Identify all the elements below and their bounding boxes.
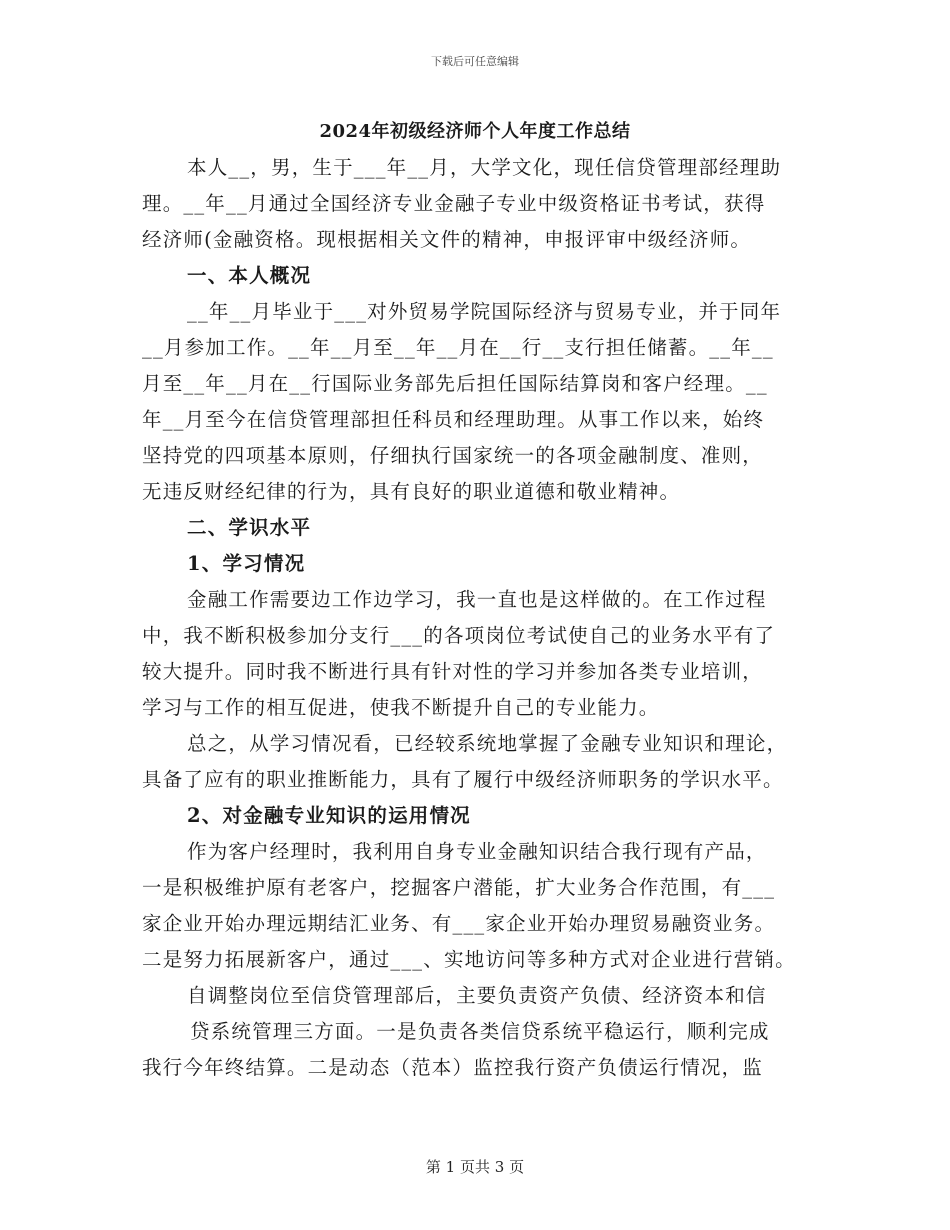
paragraph-line: 理。__年__月通过全国经济专业金融子专业中级资格证书考试，获得 [142,192,766,215]
paragraph-line: 无违反财经纪律的行为，具有良好的职业道德和敬业精神。 [142,480,681,503]
paragraph-line: 家企业开始办理远期结汇业务、有___家企业开始办理贸易融资业务。 [142,912,776,935]
section-heading: 二、学识水平 [187,516,312,539]
paragraph-line: 二是努力拓展新客户，通过___、实地访问等多种方式对企业进行营销。 [142,948,796,971]
paragraph-line: 总之，从学习情况看，已经较系统地掌握了金融专业知识和理论， [187,732,788,755]
paragraph-line: 自调整岗位至信贷管理部后，主要负责资产负债、经济资本和信 [187,984,767,1007]
section-heading: 1、学习情况 [187,552,306,575]
document-title: 2024年初级经济师个人年度工作总结 [319,121,631,142]
paragraph-line: 中，我不断积极参加分支行___的各项岗位考试使自己的业务水平有了 [142,624,776,647]
page-header-note: 下载后可任意编辑 [431,55,519,68]
paragraph-line: 作为客户经理时，我利用自身专业金融知识结合我行现有产品， [187,840,767,863]
paragraph-line: 金融工作需要边工作边学习，我一直也是这样做的。在工作过程 [187,588,767,611]
paragraph-line: 经济师(金融资格。现根据相关文件的精神，申报评审中级经济师。 [142,228,752,251]
document-body [142,150,832,1086]
paragraph-line: 坚持党的四项基本原则，仔细执行国家统一的各项金融制度、准则， [142,444,764,467]
paragraph-line: 较大提升。同时我不断进行具有针对性的学习并参加各类专业培训， [142,660,764,683]
paragraph-line: 贷系统管理三方面。一是负责各类信贷系统平稳运行，顺利完成 [190,1020,770,1043]
paragraph-line: 年__月至今在信贷管理部担任科员和经理助理。从事工作以来，始终 [142,408,765,431]
paragraph-line: 月至__年__月在__行国际业务部先后担任国际结算岗和客户经理。__ [142,372,768,395]
paragraph-line: 本人__，男，生于___年__月，大学文化，现任信贷管理部经理助 [187,156,782,179]
paragraph-line: 具备了应有的职业推断能力，具有了履行中级经济师职务的学识水平。 [142,768,784,791]
page-footer: 第 1 页共 3 页 [425,1158,525,1176]
paragraph-line: 学习与工作的相互促进，使我不断提升自己的专业能力。 [142,696,660,719]
paragraph-line: 我行今年终结算。二是动态（范本）监控我行资产负债运行情况，监 [142,1056,764,1079]
paragraph-line: __年__月毕业于___对外贸易学院国际经济与贸易专业，并于同年 [187,300,782,323]
paragraph-line: 一是积极维护原有老客户，挖掘客户潜能，扩大业务合作范围，有___ [142,876,776,899]
paragraph-line: __月参加工作。__年__月至__年__月在__行__支行担任储蓄。__年__ [142,336,774,359]
section-heading: 2、对金融专业知识的运用情况 [187,804,471,827]
section-heading: 一、本人概况 [187,264,312,287]
